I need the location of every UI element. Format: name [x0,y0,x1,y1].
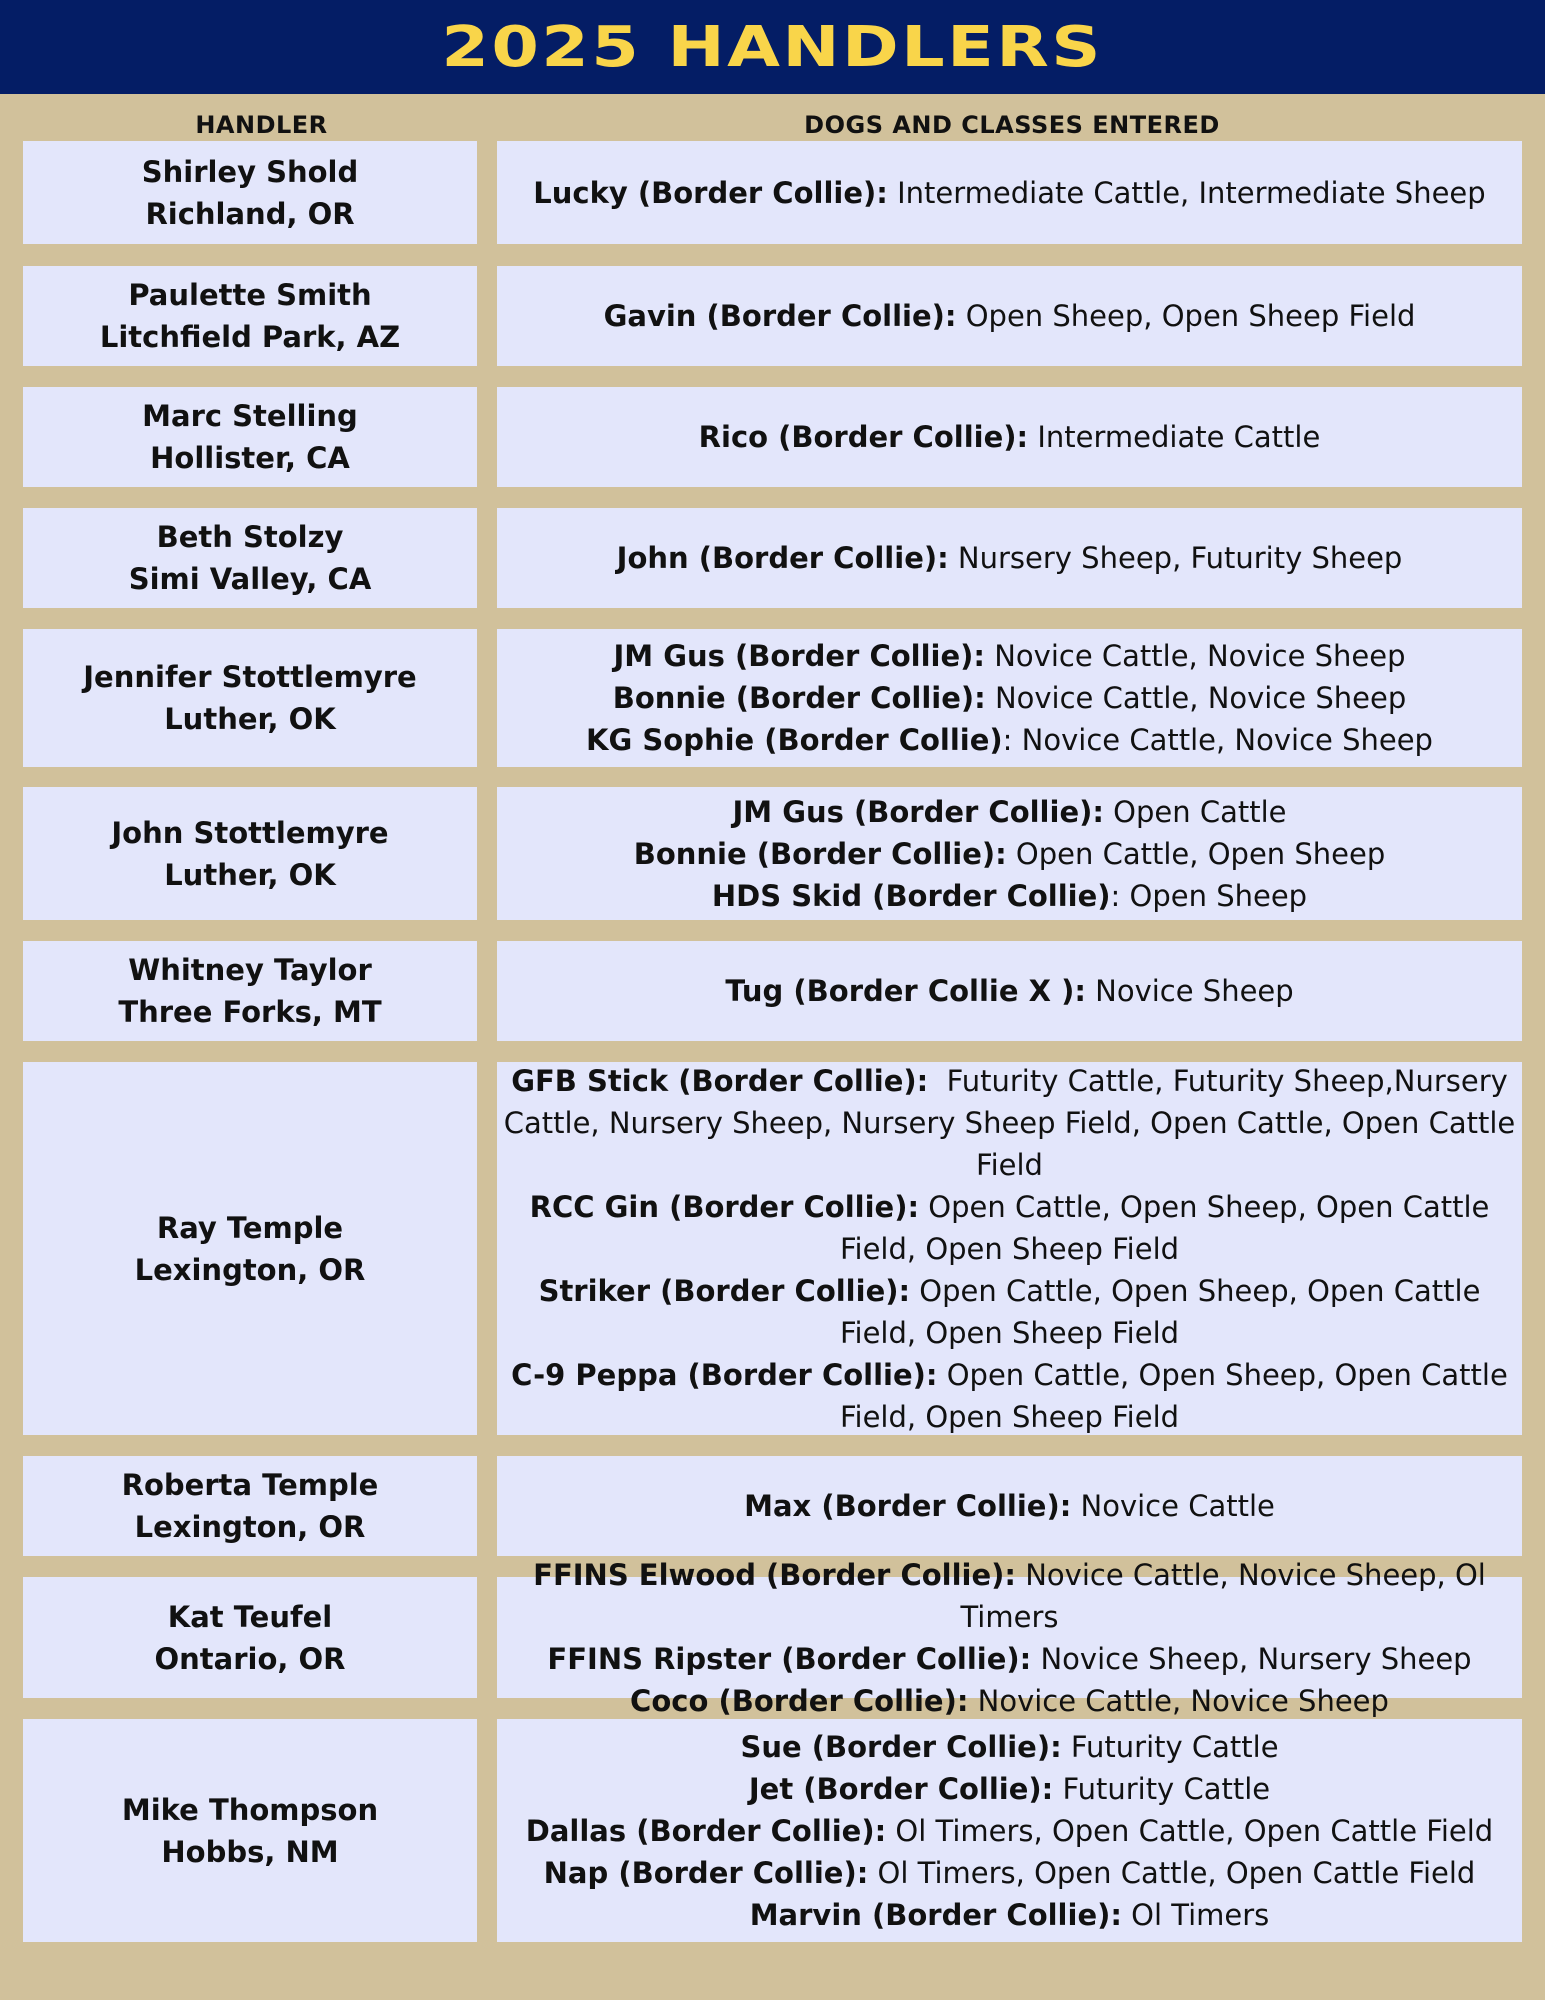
handler-cell [23,141,477,244]
dogs-cell [497,508,1522,608]
dogs-cell [497,141,1522,244]
dog-name: Nap (Border Collie): [543,1855,869,1890]
handler-cell [23,941,477,1041]
dog-entry [526,1810,1493,1852]
handler-cell [23,387,477,487]
dog-entry [533,172,1485,214]
dog-entry [547,1638,1471,1680]
dog-entry [699,416,1321,458]
handler-name: Shirley Shold [141,154,359,189]
handler-name: Roberta Temple [121,1468,379,1502]
dog-name: Lucky (Border Collie): [533,175,888,210]
handler-cell [23,266,477,366]
dog-entry [732,791,1286,833]
handler-row [0,629,1545,767]
dogs-cell [497,266,1522,366]
dog-name: John (Border Collie): [616,541,949,575]
handler-cell [23,508,477,608]
handler-location: Litchfield Park, AZ [99,320,401,354]
dog-entry [613,677,1407,719]
handler-name: Paulette Smith [128,278,372,312]
dog-classes: : Novice Cattle, Novice Sheep [1002,723,1433,757]
handler-location: Hollister, CA [150,441,350,475]
dog-classes: Novice Cattle [1071,1489,1275,1523]
dogs-cell [497,941,1522,1041]
dog-classes: Novice Sheep [1085,974,1294,1008]
handler-location: Three Forks, MT [118,995,382,1029]
handler-cell [23,1719,477,1942]
dog-classes: Novice Cattle, Novice Sheep [985,681,1407,715]
dog-entry [725,970,1293,1012]
handler-name: Kat Teufel [167,1599,333,1634]
dogs-cell [497,629,1522,767]
dog-entry [749,1768,1270,1810]
handler-row [0,266,1545,366]
dog-entry [750,1894,1270,1936]
handler-cell [23,1577,477,1698]
dog-entry [740,1726,1278,1768]
dog-name: C-9 Peppa (Border Collie): [511,1357,938,1392]
dog-name: JM Gus (Border Collie): [613,639,985,673]
handler-location: Luther, OK [164,702,336,736]
dog-name: HDS Skid (Border Collie) [711,878,1111,913]
dog-name: Tug (Border Collie X ): [725,974,1086,1008]
dog-name: Max (Border Collie): [744,1489,1072,1523]
dogs-cell [497,1062,1525,1435]
dog-classes: Novice Cattle, Novice Sheep [968,1683,1389,1718]
dogs-cell [497,1456,1522,1556]
dog-classes: Open Cattle, Open Sheep, Open Cattle Field, Open Sheep Field [839,1189,1499,1266]
dog-entry [744,1485,1275,1527]
dog-entry [586,719,1433,761]
handler-name: Beth Stolzy [156,520,344,554]
page-title: 2025 HANDLERS [441,14,1104,80]
dog-classes: Futurity Cattle [1061,1729,1279,1764]
dogs-cell [497,1557,1522,1718]
dog-classes: Intermediate Cattle [1028,420,1321,454]
dog-classes: Futurity Cattle [1053,1771,1271,1806]
handler-row [0,508,1545,608]
dog-entry [613,635,1405,677]
page-header [0,0,1545,94]
handler-name: John Stottlemyre [111,815,389,850]
dog-entry [501,1554,1518,1638]
dog-name: Rico (Border Collie): [698,420,1029,454]
handler-location: Simi Valley, CA [128,562,372,596]
handler-row [0,941,1545,1041]
dog-name: Bonnie (Border Collie): [612,681,986,715]
dog-classes: Ol Timers [1121,1897,1270,1932]
handler-name: Ray Temple [156,1210,344,1245]
dog-entry [630,1680,1389,1722]
dog-classes: Open Cattle, Open Sheep, Open Cattle Field, Open Sheep Field [839,1273,1490,1350]
handler-location: Lexington, OR [134,1510,366,1544]
dogs-cell [497,787,1522,920]
handler-cell [23,629,477,767]
dog-classes: Nursery Sheep, Futurity Sheep [948,541,1403,575]
dog-classes: Ol Timers, Open Cattle, Open Cattle Field [886,1813,1494,1848]
dog-name: Marvin (Border Collie): [749,1897,1122,1932]
dogs-column-header: DOGS AND CLASSES ENTERED [804,111,1220,139]
dog-name: JM Gus (Border Collie): [732,794,1104,829]
dog-name: RCC Gin (Border Collie): [529,1189,920,1224]
dog-entry [634,833,1386,875]
handler-location: Ontario, OR [154,1641,346,1676]
handler-location: Lexington, OR [134,1252,366,1287]
handler-row [0,387,1545,487]
handler-row [0,1557,1545,1718]
dog-entry [604,295,1416,337]
dog-name: Gavin (Border Collie): [603,299,957,333]
dogs-cell [497,387,1522,487]
handler-cell [23,1062,477,1435]
dog-classes: Open Cattle, Open Sheep [1006,836,1386,871]
dog-classes: Novice Cattle, Novice Sheep, Ol Timers [960,1557,1496,1634]
dog-entry [501,1186,1518,1270]
handler-row [0,1456,1545,1556]
dog-classes: : Open Sheep [1110,878,1308,913]
handler-name: Marc Stelling [142,399,358,433]
dog-classes: Intermediate Cattle, Intermediate Sheep [887,175,1486,210]
dog-entry [712,875,1307,917]
handler-name: Jennifer Stottlemyre [83,660,417,694]
dog-entry [617,537,1403,579]
dogs-cell [497,1719,1522,1942]
dog-entry [501,1060,1525,1186]
dog-classes: Futurity Cattle, Futurity Sheep,Nursery Cattle, Nursery Sheep, Nursery Sheep Field, Open Cattle, Open Cattle Field [503,1063,1525,1182]
handler-cell [23,787,477,920]
handler-location: Luther, OK [164,857,336,892]
handler-location: Hobbs, NM [161,1834,339,1869]
dog-classes: Novice Sheep, Nursery Sheep [1031,1641,1472,1676]
dog-classes: Ol Timers, Open Cattle, Open Cattle Field [868,1855,1476,1890]
dog-name: KG Sophie (Border Collie) [586,723,1003,757]
dog-name: Dallas (Border Collie): [525,1813,887,1848]
dog-name: Striker (Border Collie): [538,1273,911,1308]
dog-classes: Open Cattle, Open Sheep, Open Cattle Field, Open Sheep Field [839,1357,1518,1434]
handler-row [0,141,1545,244]
dog-classes: Novice Cattle, Novice Sheep [985,639,1406,673]
handler-name: Mike Thompson [121,1792,379,1827]
handler-row [0,1062,1545,1435]
handler-column-header: HANDLER [195,111,328,139]
dog-classes: Open Sheep, Open Sheep Field [956,299,1416,333]
handler-row [0,1719,1545,1942]
handler-row [0,787,1545,920]
dog-entry [501,1354,1518,1438]
dog-name: FFINS Elwood (Border Collie): [533,1557,1017,1592]
handler-cell [23,1456,477,1556]
dog-entry [544,1852,1476,1894]
dog-entry [501,1270,1518,1354]
dog-classes: Open Cattle [1103,794,1287,829]
dog-name: Coco (Border Collie): [630,1683,969,1718]
handler-name: Whitney Taylor [128,953,372,987]
dog-name: Sue (Border Collie): [740,1729,1062,1764]
dog-name: GFB Stick (Border Collie): [511,1063,929,1098]
dog-name: Jet (Border Collie): [748,1771,1054,1806]
dog-name: FFINS Ripster (Border Collie): [547,1641,1032,1676]
handler-location: Richland, OR [145,196,355,231]
dog-name: Bonnie (Border Collie): [633,836,1007,871]
